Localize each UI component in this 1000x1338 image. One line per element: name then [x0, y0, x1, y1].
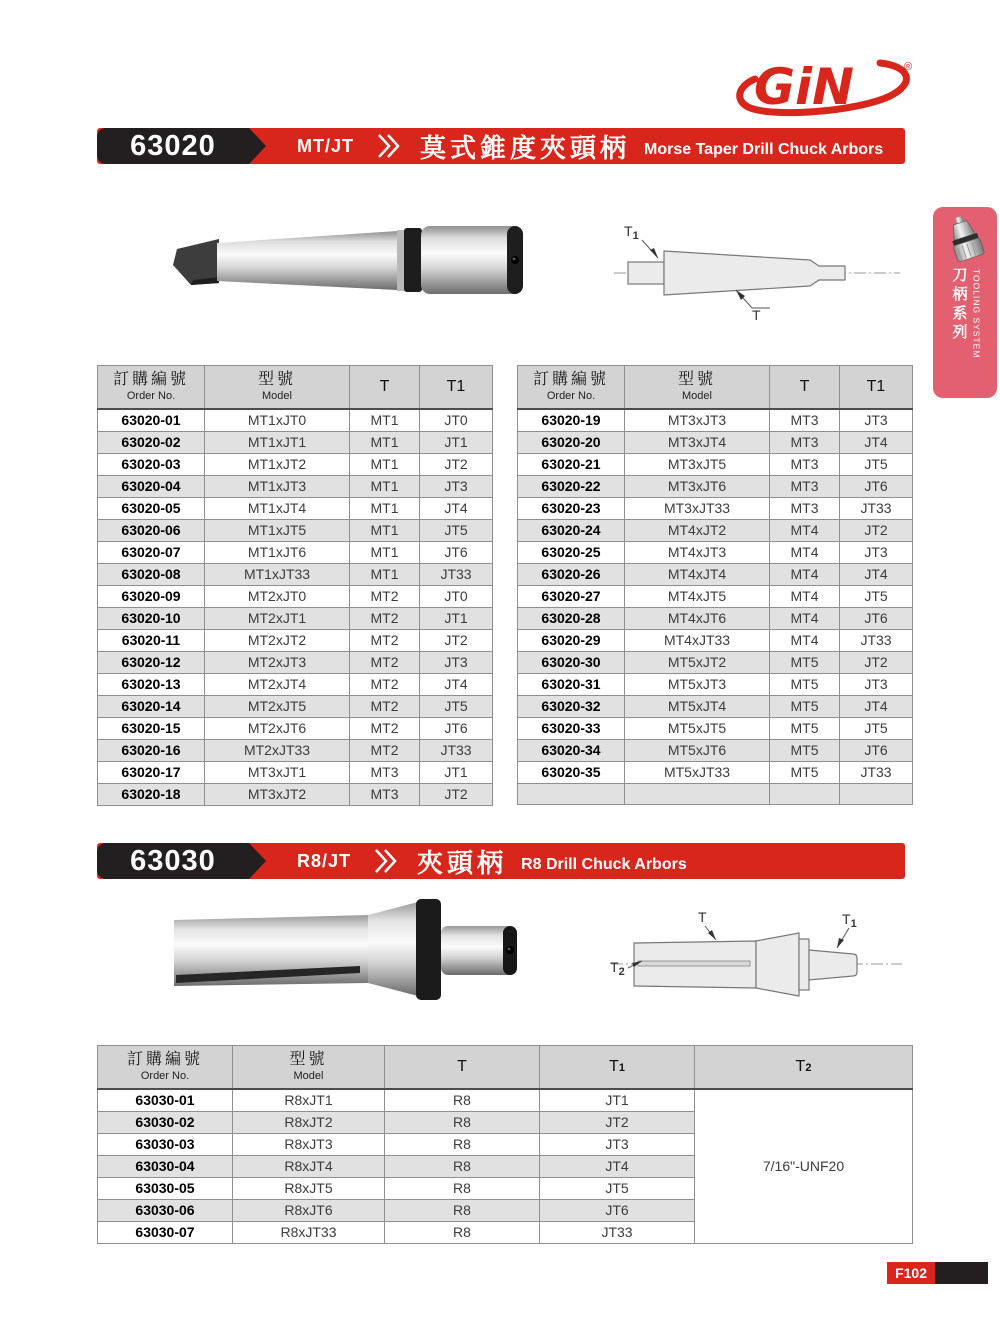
col-header-model: 型號 Model	[205, 366, 350, 409]
table-cell: 63030-01	[98, 1089, 233, 1112]
table-cell: JT1	[540, 1089, 695, 1112]
product-photo-mt-arbor	[163, 197, 545, 325]
table-cell: JT1	[420, 431, 493, 453]
table-cell: R8	[385, 1133, 540, 1155]
table-cell: MT1xJT2	[205, 453, 350, 475]
table-row	[518, 585, 913, 607]
table-row	[98, 453, 493, 475]
table-row	[98, 673, 493, 695]
table-cell: JT2	[540, 1111, 695, 1133]
table-row	[518, 651, 913, 673]
table-cell: 63020-35	[518, 761, 625, 783]
table-cell: MT3xJT1	[205, 761, 350, 783]
table-cell: 63020-06	[98, 519, 205, 541]
table-cell: MT3xJT3	[625, 409, 770, 432]
table-cell: 63020-31	[518, 673, 625, 695]
table-cell: MT2xJT1	[205, 607, 350, 629]
table-cell: MT3xJT6	[625, 475, 770, 497]
table-cell: JT4	[840, 563, 913, 585]
table-cell: 63030-03	[98, 1133, 233, 1155]
table-cell: MT1xJT0	[205, 409, 350, 432]
table-cell	[625, 783, 770, 804]
section-type-label: MT/JT	[297, 135, 354, 156]
table-cell: JT6	[420, 717, 493, 739]
t2-merged-cell: 7/16"-UNF20	[695, 1089, 913, 1244]
table-header-row	[98, 366, 493, 409]
order-table-63020-left	[97, 365, 493, 806]
table-cell: MT1xJT6	[205, 541, 350, 563]
table-cell: MT2	[350, 607, 420, 629]
col-header-model: 型號 Model	[625, 366, 770, 409]
footer-black-bar	[935, 1262, 988, 1284]
table-row	[98, 607, 493, 629]
table-cell: MT4xJT5	[625, 585, 770, 607]
table-cell: JT6	[420, 541, 493, 563]
table-cell: MT1	[350, 453, 420, 475]
table-cell: MT2	[350, 585, 420, 607]
table-cell: MT5xJT2	[625, 651, 770, 673]
table-cell: MT1xJT3	[205, 475, 350, 497]
table-cell: 63020-28	[518, 607, 625, 629]
side-tab-label-zh: 刀柄系列	[950, 267, 968, 343]
table-cell: MT1xJT33	[205, 563, 350, 585]
col-header-t: T	[385, 1046, 540, 1089]
table-cell: JT4	[420, 497, 493, 519]
table-cell: MT1	[350, 563, 420, 585]
table-cell: JT5	[840, 453, 913, 475]
table-cell: MT2	[350, 717, 420, 739]
section-title-en: Morse Taper Drill Chuck Arbors	[644, 140, 884, 158]
col-header-order: 訂購編號 Order No.	[98, 1046, 233, 1089]
product-photo-r8-arbor	[158, 886, 550, 1018]
table-cell: MT1	[350, 541, 420, 563]
table-row	[518, 541, 913, 563]
table-cell: JT33	[420, 563, 493, 585]
table-cell: JT5	[420, 519, 493, 541]
table-cell: MT3	[350, 783, 420, 805]
table-cell: MT2	[350, 695, 420, 717]
table-cell: MT3xJT33	[625, 497, 770, 519]
side-tab-tooling-system	[933, 207, 997, 398]
table-cell: MT3	[350, 761, 420, 783]
table-cell: R8xJT6	[233, 1199, 385, 1221]
table-cell: MT2xJT6	[205, 717, 350, 739]
table-cell: R8xJT5	[233, 1177, 385, 1199]
section-banner-63020	[97, 128, 905, 164]
table-cell: MT2	[350, 651, 420, 673]
section-code-tag	[97, 128, 249, 164]
section-banner-63030	[97, 843, 905, 879]
table-cell: 63020-15	[98, 717, 205, 739]
side-tab-label-en: TOOLING SYSTEM	[971, 269, 982, 359]
table-cell: JT4	[420, 673, 493, 695]
section-title-zh: 夾頭柄	[417, 847, 508, 878]
col-header-t1: T1	[420, 366, 493, 409]
section-code: 63030	[130, 844, 216, 877]
table-cell: MT4	[770, 519, 840, 541]
table-cell: 63020-29	[518, 629, 625, 651]
table-row	[98, 475, 493, 497]
table-cell: MT4xJT33	[625, 629, 770, 651]
table-row	[98, 585, 493, 607]
table-cell: 63020-25	[518, 541, 625, 563]
table-cell: JT2	[420, 453, 493, 475]
table-cell: MT1xJT4	[205, 497, 350, 519]
col-header-model: 型號 Model	[233, 1046, 385, 1089]
table-cell: JT3	[840, 541, 913, 563]
table-cell: 63030-02	[98, 1111, 233, 1133]
table-cell: JT6	[540, 1199, 695, 1221]
diagram-label-t: T	[698, 909, 707, 925]
table-cell: MT2xJT3	[205, 651, 350, 673]
table-row	[98, 651, 493, 673]
table-cell: 63030-07	[98, 1221, 233, 1243]
table-row	[98, 519, 493, 541]
table-cell: JT0	[420, 585, 493, 607]
col-header-order: 訂購編號 Order No.	[98, 366, 205, 409]
table-cell: MT3xJT5	[625, 453, 770, 475]
table-cell: MT5	[770, 673, 840, 695]
table-row	[518, 761, 913, 783]
table-cell: R8	[385, 1111, 540, 1133]
table-cell: R8	[385, 1221, 540, 1243]
table-cell: 63020-22	[518, 475, 625, 497]
table-cell: 63020-26	[518, 563, 625, 585]
page-number-tag	[887, 1262, 988, 1284]
table-cell: 63030-05	[98, 1177, 233, 1199]
table-row	[98, 541, 493, 563]
diagram-label-t: T	[752, 307, 761, 323]
gin-logo	[728, 56, 920, 120]
table-row	[518, 563, 913, 585]
table-cell: JT3	[840, 409, 913, 432]
section-type-label: R8/JT	[297, 850, 352, 871]
col-header-t2: T2	[695, 1046, 913, 1089]
table-cell: JT4	[840, 695, 913, 717]
table-cell: 63020-18	[98, 783, 205, 805]
table-cell: 63020-13	[98, 673, 205, 695]
table-cell: JT4	[840, 431, 913, 453]
table-cell: MT4	[770, 629, 840, 651]
table-cell: 63020-07	[98, 541, 205, 563]
table-cell: 63020-33	[518, 717, 625, 739]
table-cell: MT4	[770, 585, 840, 607]
table-cell: MT5	[770, 739, 840, 761]
section-code: 63020	[130, 129, 216, 162]
table-row	[98, 497, 493, 519]
table-cell: MT1	[350, 431, 420, 453]
table-cell: JT2	[420, 783, 493, 805]
table-row	[518, 475, 913, 497]
table-row	[98, 563, 493, 585]
table-cell: JT2	[420, 629, 493, 651]
table-cell: R8	[385, 1177, 540, 1199]
table-cell: MT4xJT4	[625, 563, 770, 585]
table-row	[98, 629, 493, 651]
table-cell: 63020-21	[518, 453, 625, 475]
page-number: F102	[887, 1262, 935, 1284]
technical-drawing-r8-arbor	[606, 906, 908, 1012]
table-cell: JT3	[840, 673, 913, 695]
table-cell: MT3	[770, 431, 840, 453]
table-row	[518, 409, 913, 432]
table-cell: MT4	[770, 563, 840, 585]
col-header-t1: T1	[540, 1046, 695, 1089]
col-header-t: T	[350, 366, 420, 409]
table-cell: MT4xJT2	[625, 519, 770, 541]
table-cell: 63030-06	[98, 1199, 233, 1221]
table-cell: MT5xJT5	[625, 717, 770, 739]
table-cell: MT3	[770, 497, 840, 519]
table-row	[518, 453, 913, 475]
table-cell: R8	[385, 1155, 540, 1177]
table-cell: MT1xJT1	[205, 431, 350, 453]
table-row	[98, 431, 493, 453]
section-code-tag	[97, 843, 249, 879]
section-title-zh: 莫式錐度夾頭柄	[420, 132, 631, 163]
table-cell: MT2	[350, 629, 420, 651]
table-row	[518, 607, 913, 629]
table-cell: MT4xJT3	[625, 541, 770, 563]
table-row	[98, 739, 493, 761]
table-cell: JT6	[840, 607, 913, 629]
table-cell: R8xJT4	[233, 1155, 385, 1177]
table-cell: R8xJT3	[233, 1133, 385, 1155]
table-cell: MT3xJT4	[625, 431, 770, 453]
table-cell: MT5xJT33	[625, 761, 770, 783]
table-cell: 63020-02	[98, 431, 205, 453]
diagram-label-t1: $T_1$	[842, 911, 857, 930]
table-row	[518, 717, 913, 739]
table-cell: 63020-05	[98, 497, 205, 519]
diagram-label-t1: $T_1$	[624, 223, 639, 242]
table-cell: MT5	[770, 695, 840, 717]
table-row	[518, 431, 913, 453]
order-table-63030	[97, 1045, 913, 1244]
table-cell: JT4	[540, 1155, 695, 1177]
table-cell: JT5	[420, 695, 493, 717]
table-cell: 63020-08	[98, 563, 205, 585]
table-cell: MT5xJT3	[625, 673, 770, 695]
table-cell: R8	[385, 1199, 540, 1221]
table-cell: MT2xJT5	[205, 695, 350, 717]
table-cell: MT5	[770, 717, 840, 739]
col-header-order: 訂購編號 Order No.	[518, 366, 625, 409]
table-row	[98, 695, 493, 717]
table-cell: MT5xJT4	[625, 695, 770, 717]
table-cell: 63020-12	[98, 651, 205, 673]
double-chevron-icon	[373, 847, 399, 875]
table-cell: JT0	[420, 409, 493, 432]
col-header-t: T	[770, 366, 840, 409]
table-cell: JT2	[840, 651, 913, 673]
table-cell: MT5	[770, 651, 840, 673]
table-cell: MT1	[350, 409, 420, 432]
table-row	[518, 519, 913, 541]
table-cell: JT33	[840, 629, 913, 651]
table-cell: 63020-09	[98, 585, 205, 607]
order-table-63020-right	[517, 365, 913, 805]
tool-holder-icon	[939, 210, 991, 266]
table-row	[98, 761, 493, 783]
logo-text: GiN	[754, 58, 855, 116]
table-cell: MT5	[770, 761, 840, 783]
section-title-en: R8 Drill Chuck Arbors	[521, 855, 687, 873]
table-cell: MT1	[350, 497, 420, 519]
table-cell: 63020-01	[98, 409, 205, 432]
table-cell: JT6	[840, 475, 913, 497]
table-cell: JT33	[540, 1221, 695, 1243]
table-cell: JT2	[840, 519, 913, 541]
table-cell: MT2xJT33	[205, 739, 350, 761]
table-cell	[518, 783, 625, 804]
table-cell: JT1	[420, 607, 493, 629]
technical-drawing-mt-arbor	[606, 218, 908, 324]
table-cell: MT1	[350, 519, 420, 541]
table-cell: JT3	[420, 651, 493, 673]
table-cell: JT6	[840, 739, 913, 761]
table-cell: MT2xJT0	[205, 585, 350, 607]
table-row	[98, 1089, 913, 1112]
table-cell: JT3	[420, 475, 493, 497]
table-row	[518, 497, 913, 519]
logo-reg-mark: ®	[904, 61, 913, 73]
table-cell: R8xJT1	[233, 1089, 385, 1112]
table-cell: MT2	[350, 739, 420, 761]
table-row	[98, 783, 493, 805]
table-cell: JT5	[840, 717, 913, 739]
table-cell: 63020-16	[98, 739, 205, 761]
table-cell: R8xJT33	[233, 1221, 385, 1243]
table-cell: 63020-19	[518, 409, 625, 432]
table-cell	[770, 783, 840, 804]
table-cell: R8	[385, 1089, 540, 1112]
table-row	[518, 695, 913, 717]
table-cell: MT4	[770, 607, 840, 629]
table-row	[518, 629, 913, 651]
table-cell: JT3	[540, 1133, 695, 1155]
table-cell: MT4xJT6	[625, 607, 770, 629]
table-cell: JT5	[540, 1177, 695, 1199]
table-cell: 63020-04	[98, 475, 205, 497]
table-cell: JT33	[840, 497, 913, 519]
table-cell: 63020-23	[518, 497, 625, 519]
table-header-row	[98, 1046, 913, 1089]
table-cell: 63020-24	[518, 519, 625, 541]
table-cell: 63020-17	[98, 761, 205, 783]
table-cell: 63020-10	[98, 607, 205, 629]
table-cell: MT3	[770, 475, 840, 497]
table-cell: MT2xJT4	[205, 673, 350, 695]
table-row	[98, 717, 493, 739]
double-chevron-icon	[376, 132, 402, 160]
table-cell: MT3	[770, 409, 840, 432]
table-cell: 63030-04	[98, 1155, 233, 1177]
table-cell: JT33	[840, 761, 913, 783]
table-row	[518, 739, 913, 761]
table-cell: 63020-03	[98, 453, 205, 475]
table-cell: MT4	[770, 541, 840, 563]
table-cell: 63020-20	[518, 431, 625, 453]
table-cell: JT1	[420, 761, 493, 783]
diagram-label-t2: $T_2$	[610, 959, 625, 978]
col-header-t1: T1	[840, 366, 913, 409]
table-cell: MT5xJT6	[625, 739, 770, 761]
table-cell	[840, 783, 913, 804]
table-row	[518, 783, 913, 804]
table-cell: MT3	[770, 453, 840, 475]
table-cell: 63020-11	[98, 629, 205, 651]
table-cell: 63020-30	[518, 651, 625, 673]
table-cell: MT3xJT2	[205, 783, 350, 805]
table-cell: 63020-34	[518, 739, 625, 761]
table-cell: MT2xJT2	[205, 629, 350, 651]
table-cell: R8xJT2	[233, 1111, 385, 1133]
table-cell: JT5	[840, 585, 913, 607]
table-cell: JT33	[420, 739, 493, 761]
table-row	[98, 409, 493, 432]
table-cell: 63020-32	[518, 695, 625, 717]
table-cell: MT1	[350, 475, 420, 497]
table-cell: MT1xJT5	[205, 519, 350, 541]
table-header-row	[518, 366, 913, 409]
table-cell: 63020-27	[518, 585, 625, 607]
table-cell: MT2	[350, 673, 420, 695]
table-cell: 63020-14	[98, 695, 205, 717]
table-row	[518, 673, 913, 695]
